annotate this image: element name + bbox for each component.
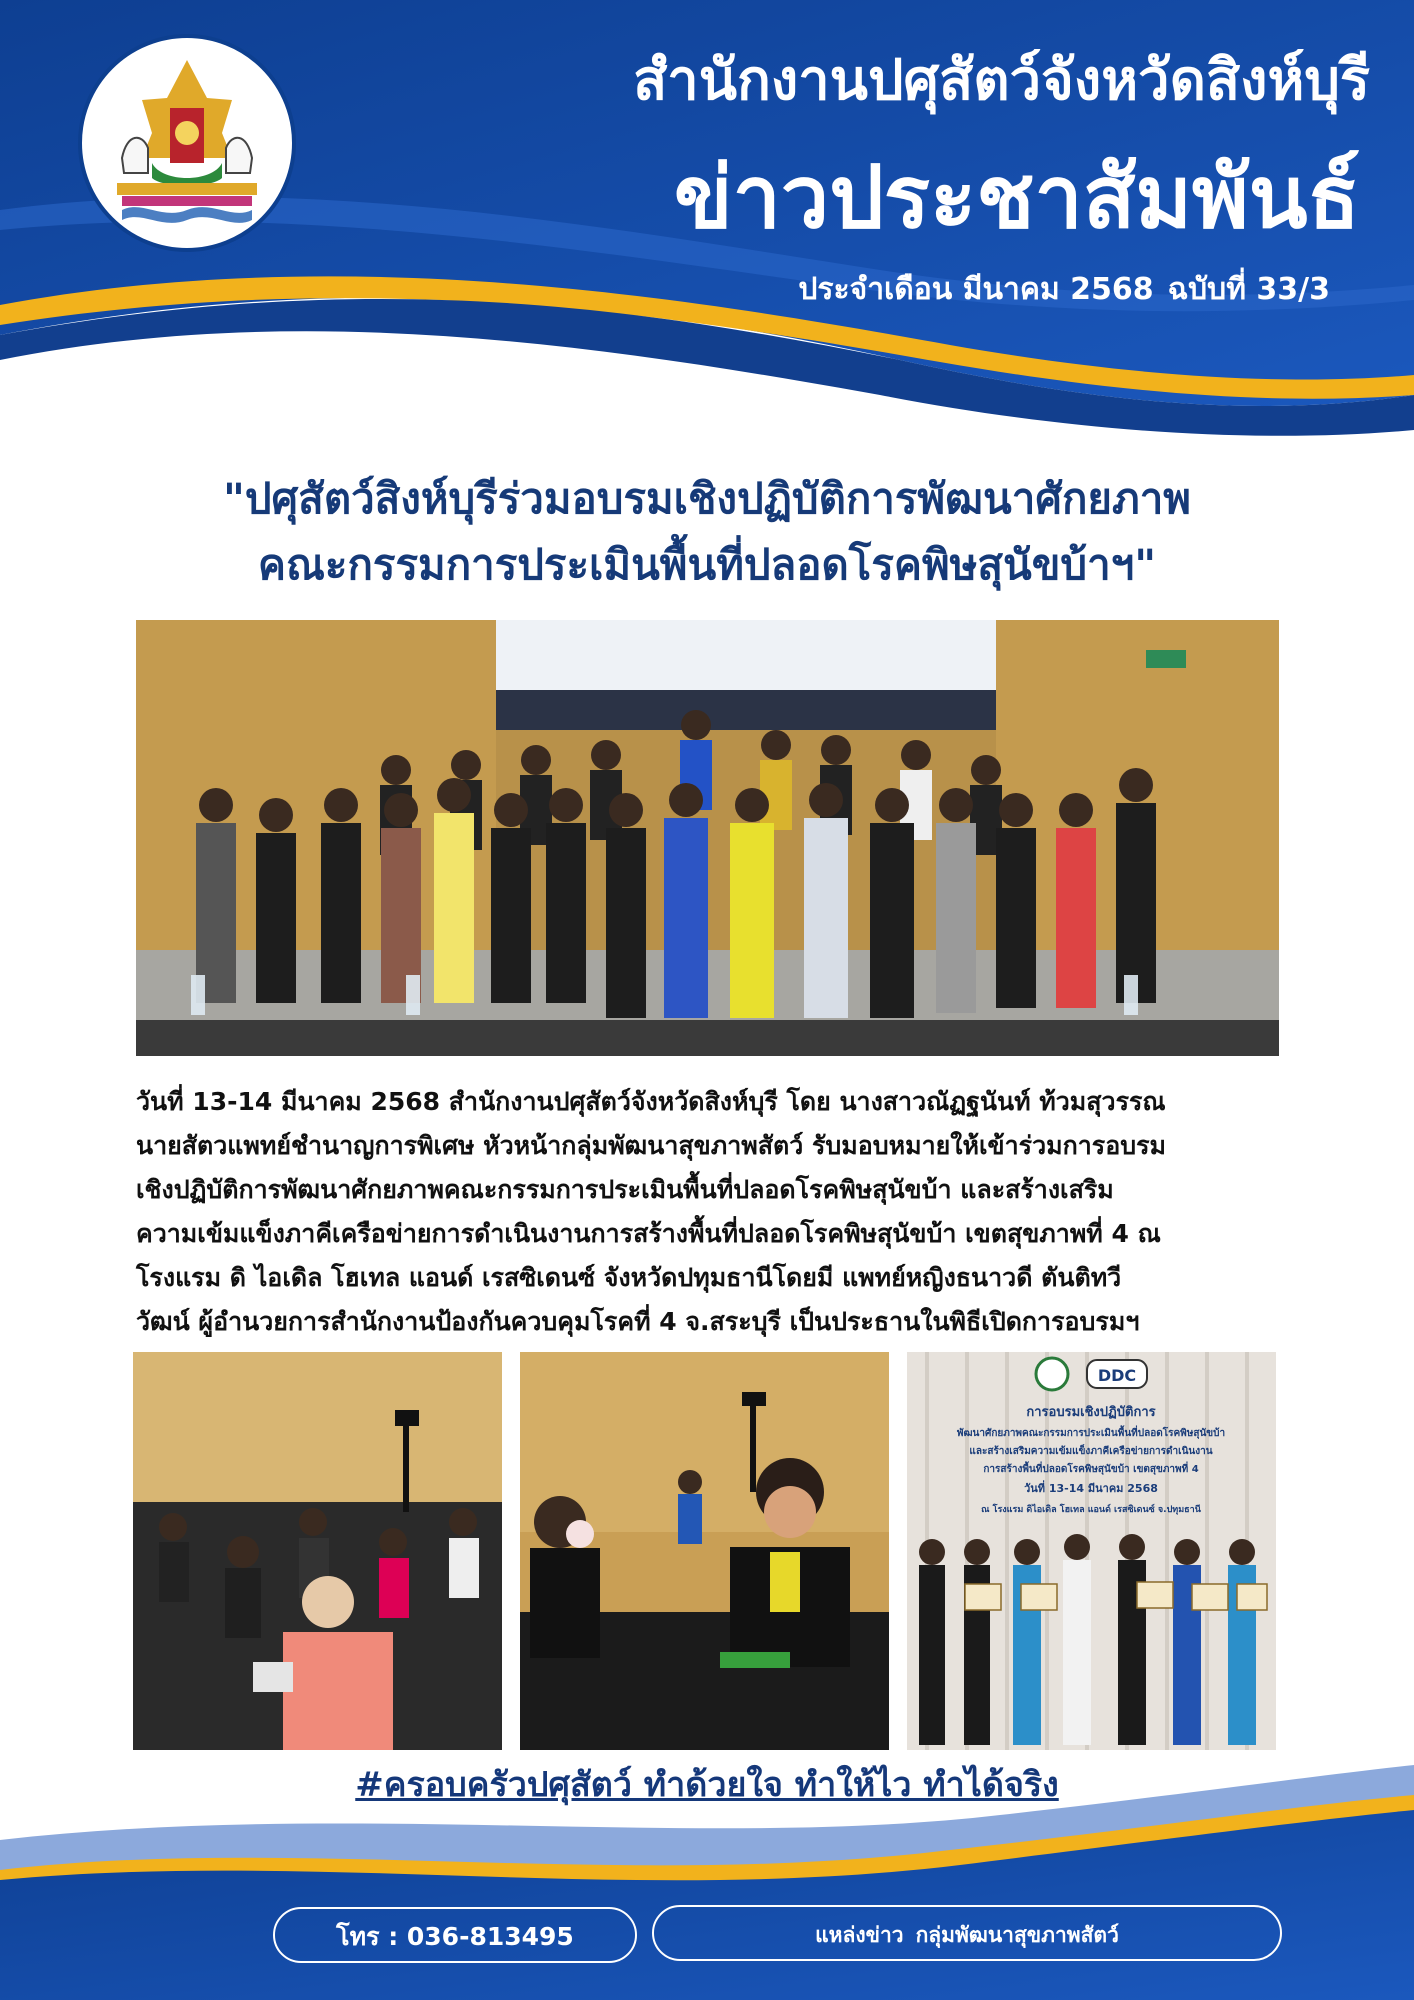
headline-line-2: คณะกรรมการประเมินพื้นที่ปลอดโรคพิษสุนัขบ้าฯ"	[257, 540, 1157, 589]
source-value: กลุ่มพัฒนาสุขภาพสัตว์	[915, 1923, 1119, 1947]
body-line-2: นายสัตวแพทย์ชำนาญการพิเศษ หัวหน้ากลุ่มพัฒนาสุขภาพสัตว์ รับมอบหมายให้เข้าร่วมการอบรม	[136, 1131, 1166, 1160]
news-headline	[60, 466, 1354, 598]
news-body	[136, 1080, 1286, 1344]
banner-title: การอบรมเชิงปฏิบัติการ	[1026, 1405, 1156, 1420]
body-line-6: วัฒน์ ผู้อำนวยการสำนักงานป้องกันควบคุมโรคที่ 4 จ.สระบุรี เป็นประธานในพิธีเปิดการอบรมฯ	[136, 1307, 1140, 1336]
office-name: สำนักงานปศุสัตว์จังหวัดสิงห์บุรี	[633, 48, 1370, 113]
banner-line-1: พัฒนาศักยภาพคณะกรรมการประเมินพื้นที่ปลอดโรคพิษสุนัขบ้า	[956, 1428, 1226, 1439]
body-line-3: เชิงปฏิบัติการพัฒนาศักยภาพคณะกรรมการประเมินพื้นที่ปลอดโรคพิษสุนัขบ้า และสร้างเสริม	[136, 1175, 1114, 1204]
body-line-5: โรงแรม ดิ ไอเดิล โฮเทล แอนด์ เรสซิเดนซ์ จังหวัดปทุมธานีโดยมี แพทย์หญิงธนาวดี ตันติทวี	[136, 1263, 1122, 1292]
phone-contact-pill: โทร : 036-813495	[273, 1907, 637, 1963]
banner-date: วันที่ 13-14 มีนาคม 2568	[1024, 1482, 1158, 1495]
body-line-4: ความเข้มแข็งภาคีเครือข่ายการดำเนินงานการสร้างพื้นที่ปลอดโรคพิษสุนัขบ้า เขตสุขภาพที่ 4 ณ	[136, 1219, 1161, 1248]
ddc-logo-text: DDC	[1097, 1366, 1137, 1385]
participants-photo	[520, 1352, 889, 1750]
certificate-ceremony-photo	[907, 1352, 1276, 1750]
training-room-photo	[133, 1352, 502, 1750]
publication-title: ข่าวประชาสัมพันธ์	[673, 148, 1360, 248]
headline-line-1: "ปศุสัตว์สิงห์บุรีร่วมอบรมเชิงปฏิบัติการพัฒนาศักยภาพ	[222, 474, 1191, 523]
issue-info	[600, 270, 1330, 310]
issue-month: ประจำเดือน มีนาคม 2568	[798, 272, 1154, 307]
news-source-pill	[652, 1905, 1282, 1961]
source-label: แหล่งข่าว	[815, 1923, 904, 1947]
issue-number: ฉบับที่ 33/3	[1167, 272, 1330, 307]
hashtag-slogan: #ครอบครัวปศุสัตว์ ทำด้วยใจ ทำให้ไว ทำได้จริง	[355, 1765, 1059, 1805]
banner-line-3: การสร้างพื้นที่ปลอดโรคพิษสุนัขบ้า เขตสุขภาพที่ 4	[983, 1464, 1199, 1475]
banner-line-2: และสร้างเสริมความเข้มแข็งภาคีเครือข่ายการดำเนินงาน	[969, 1446, 1213, 1457]
main-group-photo	[136, 620, 1279, 1056]
banner-venue: ณ โรงแรม ดิไอเดิล โฮเทล แอนด์ เรสซิเดนซ์ จ.ปทุมธานี	[981, 1505, 1201, 1515]
department-seal-logo	[78, 34, 296, 252]
body-line-1: วันที่ 13-14 มีนาคม 2568 สำนักงานปศุสัตว์จังหวัดสิงห์บุรี โดย นางสาวณัฏฐนันท์ ท้วมสุวรรณ	[136, 1087, 1166, 1116]
